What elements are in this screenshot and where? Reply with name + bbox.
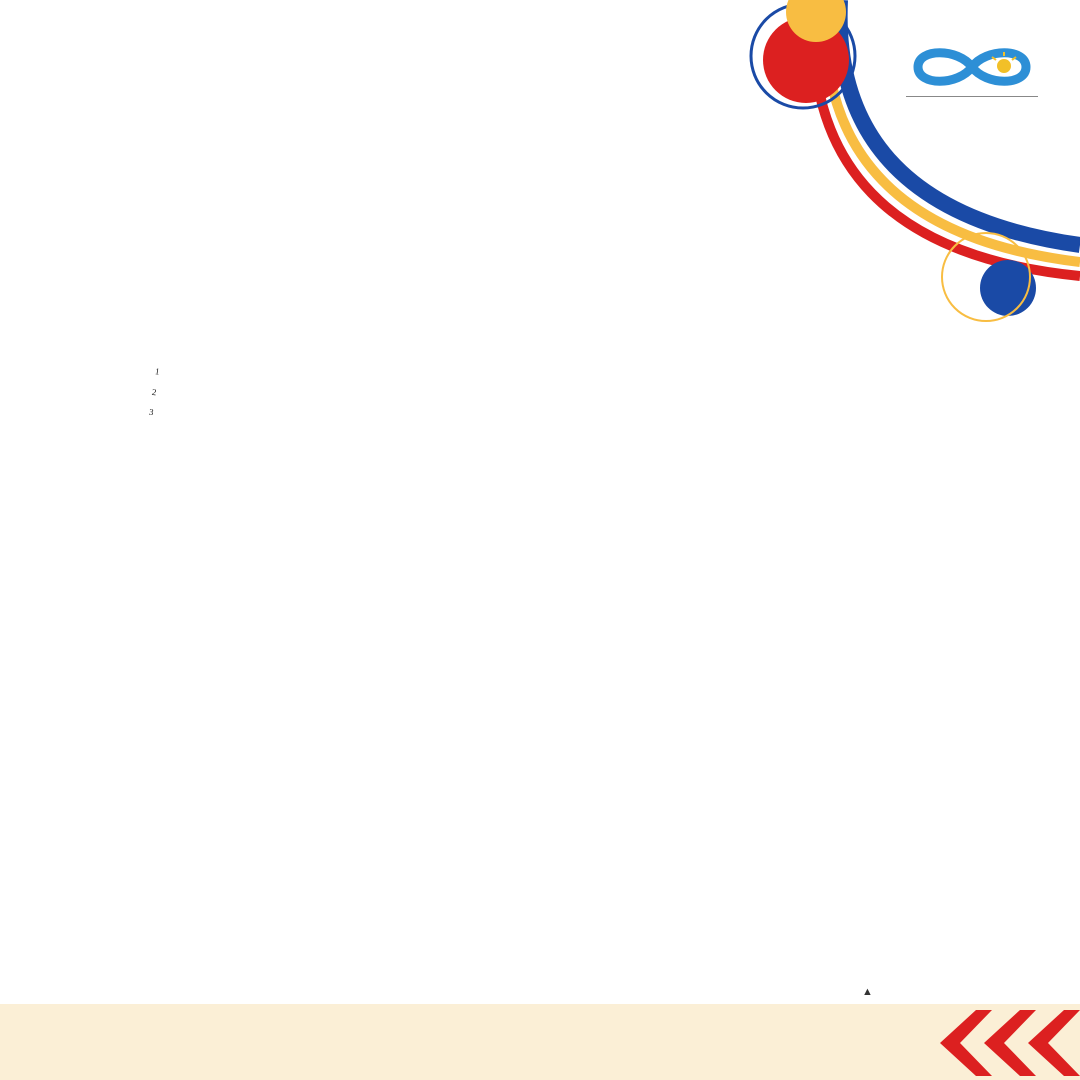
abstract-aims [133, 519, 851, 624]
abstract-body [133, 519, 851, 624]
chevron-left-icon [936, 1006, 1080, 1080]
logo-unlp-text [906, 96, 1038, 105]
cursor-icon: ▲ [862, 986, 873, 998]
ialp-conicet-unlp-logo [906, 36, 1038, 105]
affiliation-2: 2 [151, 386, 158, 397]
keywords-label [90, 799, 92, 814]
abstract-methods [133, 519, 851, 624]
abstract-results [133, 519, 851, 624]
paper-first-page [78, 90, 948, 1011]
abstract-conclusions [133, 519, 851, 624]
footer-band [0, 1004, 1080, 1080]
affiliation-1: 1 [154, 366, 161, 377]
keywords-text [98, 800, 100, 815]
keywords [90, 799, 100, 816]
abstract-context [133, 519, 851, 624]
affiliation-3: 3 [148, 406, 155, 418]
infinity-sun-icon [912, 44, 1032, 90]
affiliations [147, 363, 878, 529]
